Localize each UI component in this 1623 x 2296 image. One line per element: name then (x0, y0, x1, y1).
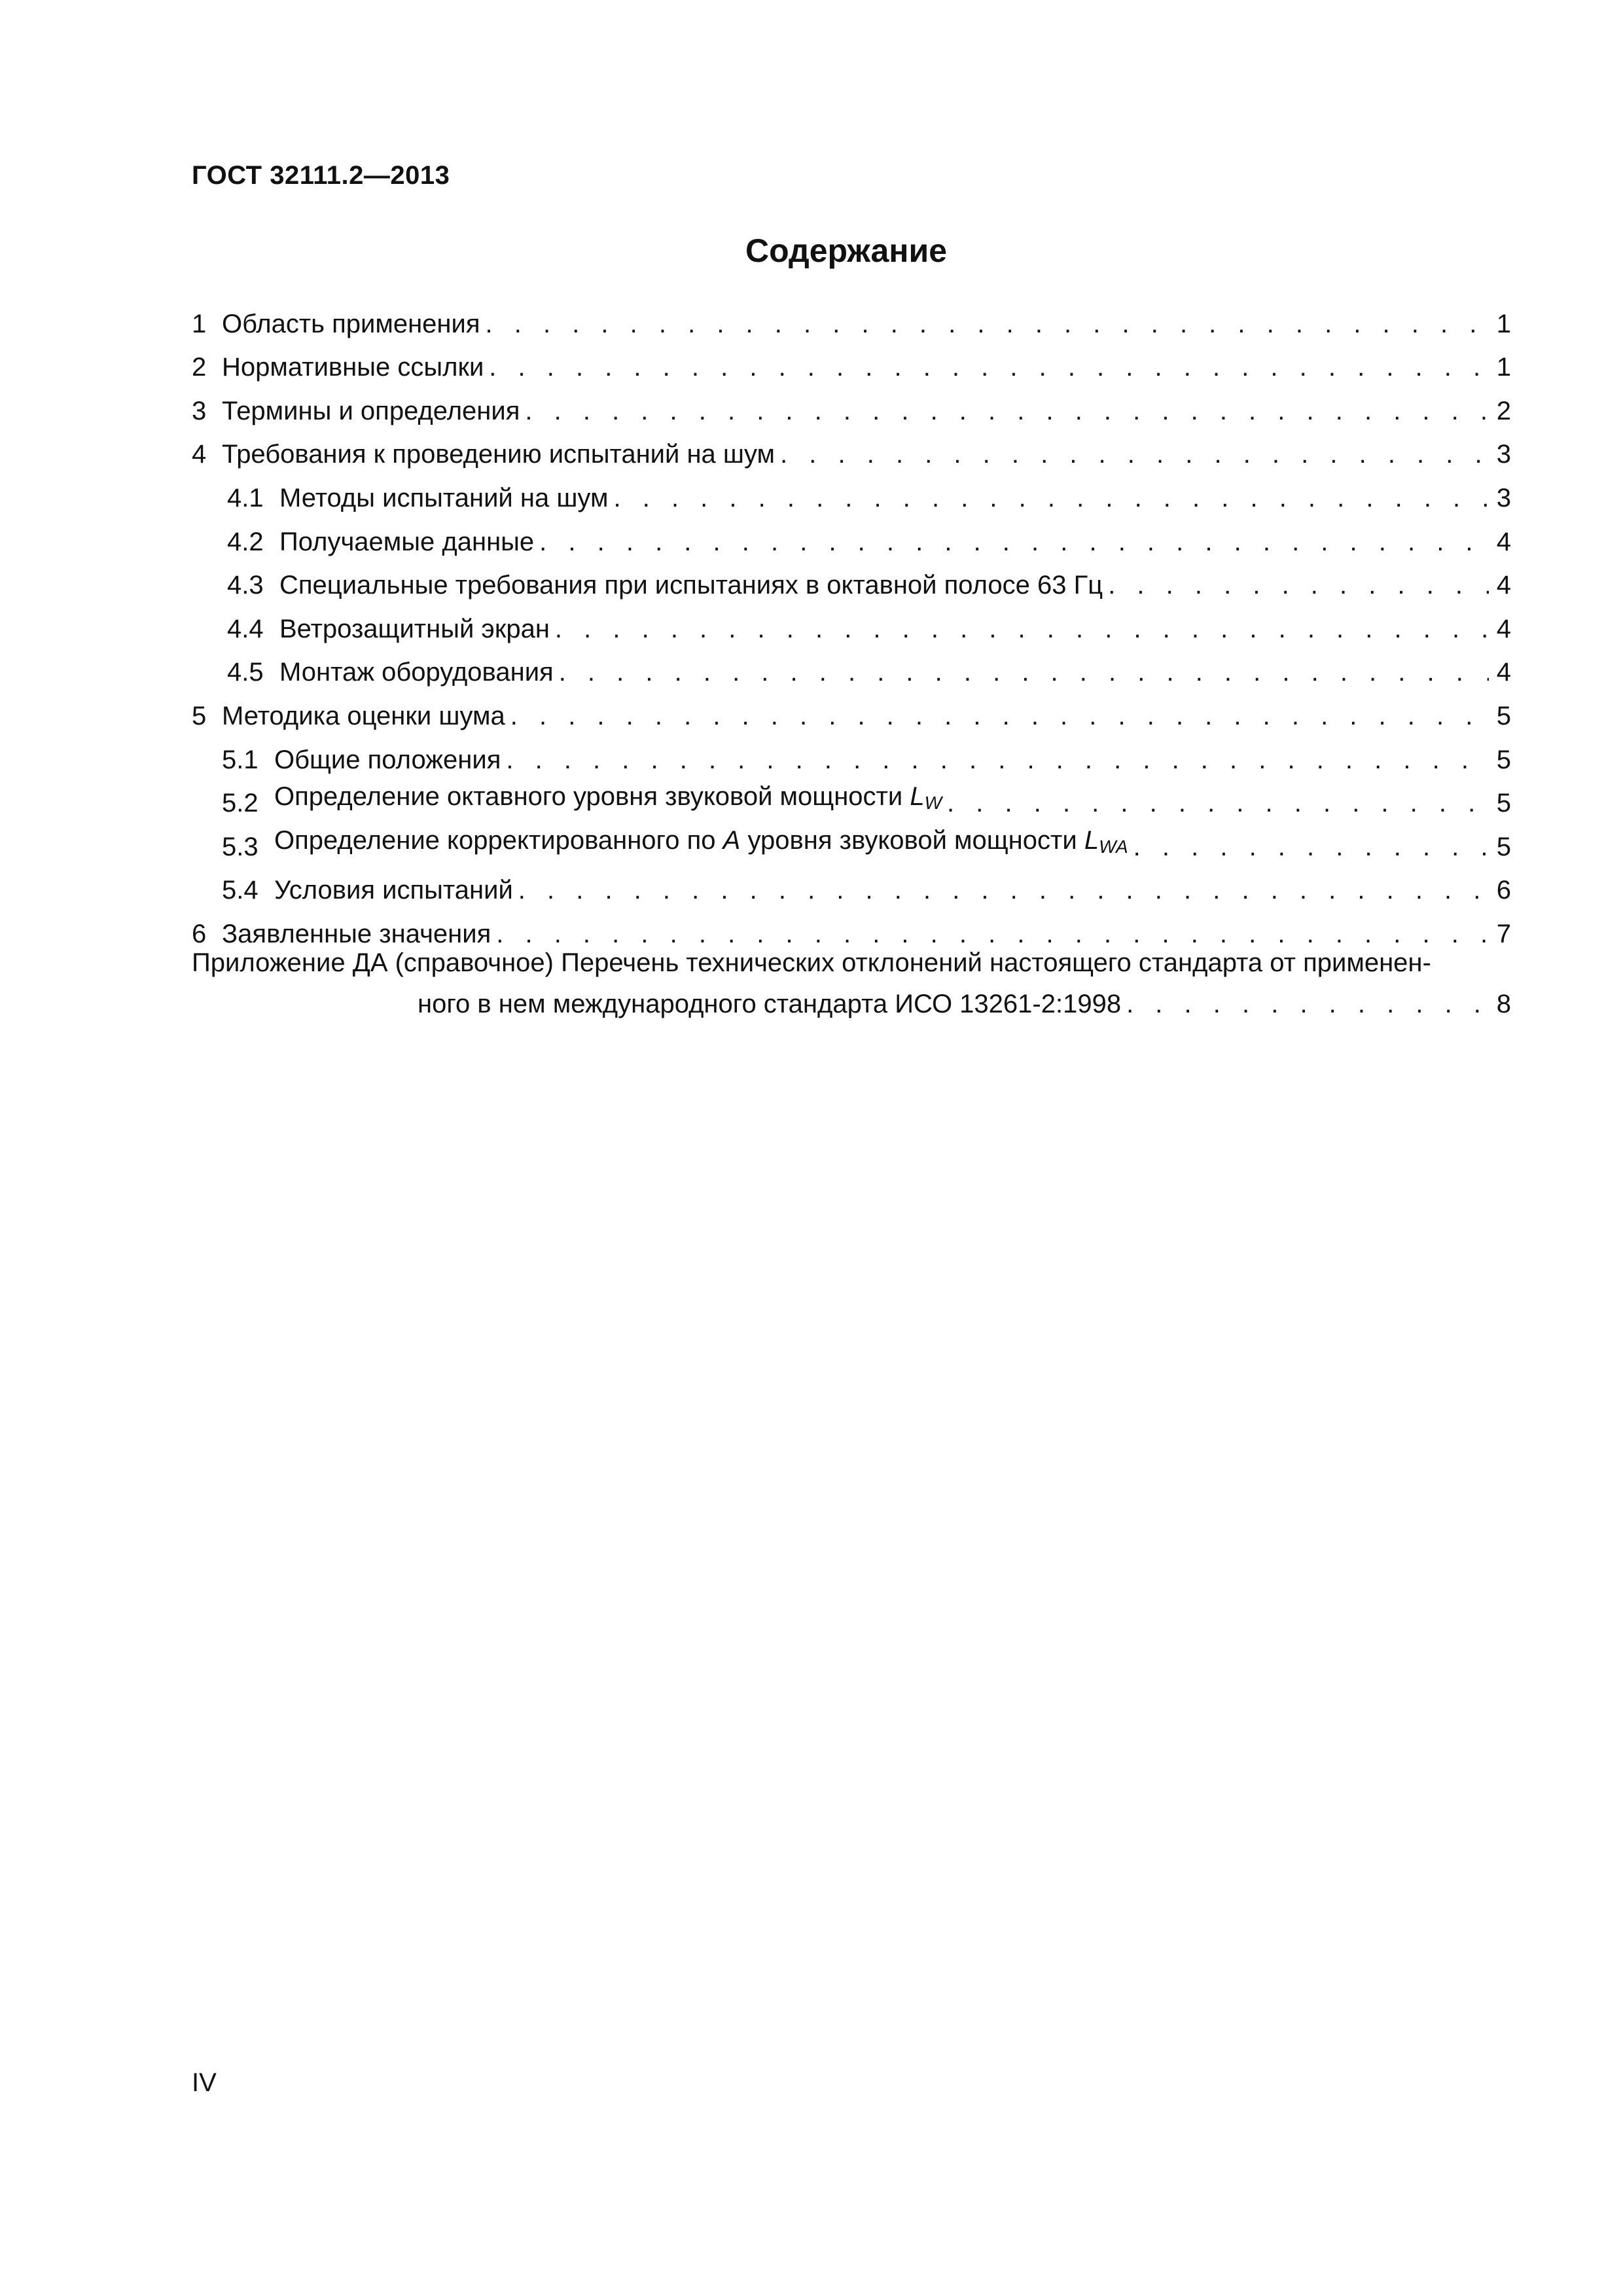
toc-number: 6 (192, 919, 207, 948)
toc-leader (559, 656, 1489, 688)
toc-leader (1126, 984, 1489, 1025)
toc-leader (947, 787, 1489, 819)
toc-number: 4.5 (227, 658, 264, 687)
toc-leader (539, 526, 1489, 558)
toc-entry[interactable] (192, 863, 1511, 906)
table-of-contents (192, 296, 1511, 950)
toc-entry[interactable] (192, 601, 1511, 645)
toc-title: Область применения (222, 309, 480, 338)
toc-title-text: Определение корректированного по (274, 825, 716, 855)
toc-page: 1 (1496, 309, 1511, 338)
toc-leader (489, 351, 1489, 383)
toc-page: 2 (1496, 396, 1511, 425)
toc-leader (555, 613, 1489, 645)
toc-page: 4 (1496, 658, 1511, 687)
toc-leader (506, 744, 1489, 776)
toc-number: 5 (192, 701, 207, 730)
toc-entry[interactable] (192, 819, 1511, 863)
toc-page: 8 (1496, 990, 1511, 1018)
appendix-title-line2-row (192, 984, 1511, 1025)
toc-title: Условия испытаний (274, 876, 513, 905)
toc-number: 4.3 (227, 571, 264, 600)
toc-title: Ветрозащитный экран (279, 614, 550, 643)
toc-entry[interactable] (192, 514, 1511, 558)
toc-title: Методика оценки шума (222, 701, 505, 730)
toc-page: 1 (1496, 353, 1511, 382)
toc-page: 3 (1496, 440, 1511, 469)
toc-title: Получаемые данные (279, 527, 535, 556)
toc-appendix-entry[interactable] (192, 942, 1511, 1025)
toc-title: Требования к проведению испытаний на шум (222, 440, 776, 469)
toc-title (274, 825, 1128, 863)
toc-number: 4.2 (227, 527, 264, 556)
toc-leader (1133, 831, 1489, 863)
toc-number: 4 (192, 440, 207, 469)
toc-number: 5.2 (222, 789, 259, 818)
page-title: Содержание (745, 232, 948, 269)
toc-title: Специальные требования при испытаниях в октавной полосе 63 Гц (279, 571, 1103, 600)
symbol-subscript: W (924, 793, 942, 814)
toc-number: 4.1 (227, 483, 264, 512)
appendix-title-line2: ного в нем международного стандарта ИСО 13261-2:1998 (418, 990, 1122, 1018)
toc-page: 5 (1496, 789, 1511, 818)
toc-entry[interactable] (192, 470, 1511, 514)
toc-leader (1108, 569, 1489, 601)
toc-number: 2 (192, 353, 207, 382)
toc-entry[interactable] (192, 427, 1511, 471)
toc-entry[interactable] (192, 340, 1511, 384)
page-number: IV (192, 2068, 217, 2097)
toc-number: 4.4 (227, 614, 264, 643)
toc-title: Монтаж оборудования (279, 658, 554, 687)
toc-title: Термины и определения (222, 396, 520, 425)
italic-letter: A (722, 825, 741, 855)
toc-page: 5 (1496, 701, 1511, 730)
toc-number: 5.1 (222, 745, 259, 774)
toc-title: Общие положения (274, 745, 501, 774)
toc-leader (486, 308, 1489, 340)
symbol: L (1084, 825, 1099, 855)
toc-leader (613, 482, 1489, 514)
toc-title (274, 781, 942, 819)
toc-title-text: уровня звуковой мощности (747, 825, 1077, 855)
toc-page: 7 (1496, 919, 1511, 948)
toc-entry[interactable] (192, 732, 1511, 776)
toc-entry[interactable] (192, 776, 1511, 819)
toc-entry[interactable] (192, 383, 1511, 427)
toc-leader (525, 395, 1489, 427)
toc-page: 6 (1496, 876, 1511, 905)
toc-page: 5 (1496, 832, 1511, 861)
toc-number: 5.4 (222, 876, 259, 905)
toc-page: 4 (1496, 571, 1511, 600)
toc-entry[interactable] (192, 296, 1511, 340)
toc-number: 1 (192, 309, 207, 338)
toc-page: 5 (1496, 745, 1511, 774)
toc-page: 4 (1496, 614, 1511, 643)
toc-leader (518, 874, 1489, 906)
toc-title: Методы испытаний на шум (279, 483, 609, 512)
toc-title: Заявленные значения (222, 919, 491, 948)
toc-entry[interactable] (192, 558, 1511, 601)
symbol-subscript: WA (1099, 836, 1128, 857)
toc-number: 5.3 (222, 832, 259, 861)
toc-page: 3 (1496, 483, 1511, 512)
appendix-title-line1: Приложение ДА (справочное) Перечень технических отклонений настоящего стандарта от применен- (192, 948, 1431, 977)
toc-entry[interactable] (192, 688, 1511, 732)
symbol: L (910, 782, 925, 812)
toc-page: 4 (1496, 527, 1511, 556)
toc-leader (510, 700, 1489, 732)
toc-title: Нормативные ссылки (222, 353, 484, 382)
toc-leader (780, 439, 1489, 470)
toc-entry[interactable] (192, 645, 1511, 689)
document-id: ГОСТ 32111.2—2013 (192, 161, 450, 190)
toc-number: 3 (192, 396, 207, 425)
toc-title-text: Определение октавного уровня звуковой мощности (274, 782, 903, 812)
